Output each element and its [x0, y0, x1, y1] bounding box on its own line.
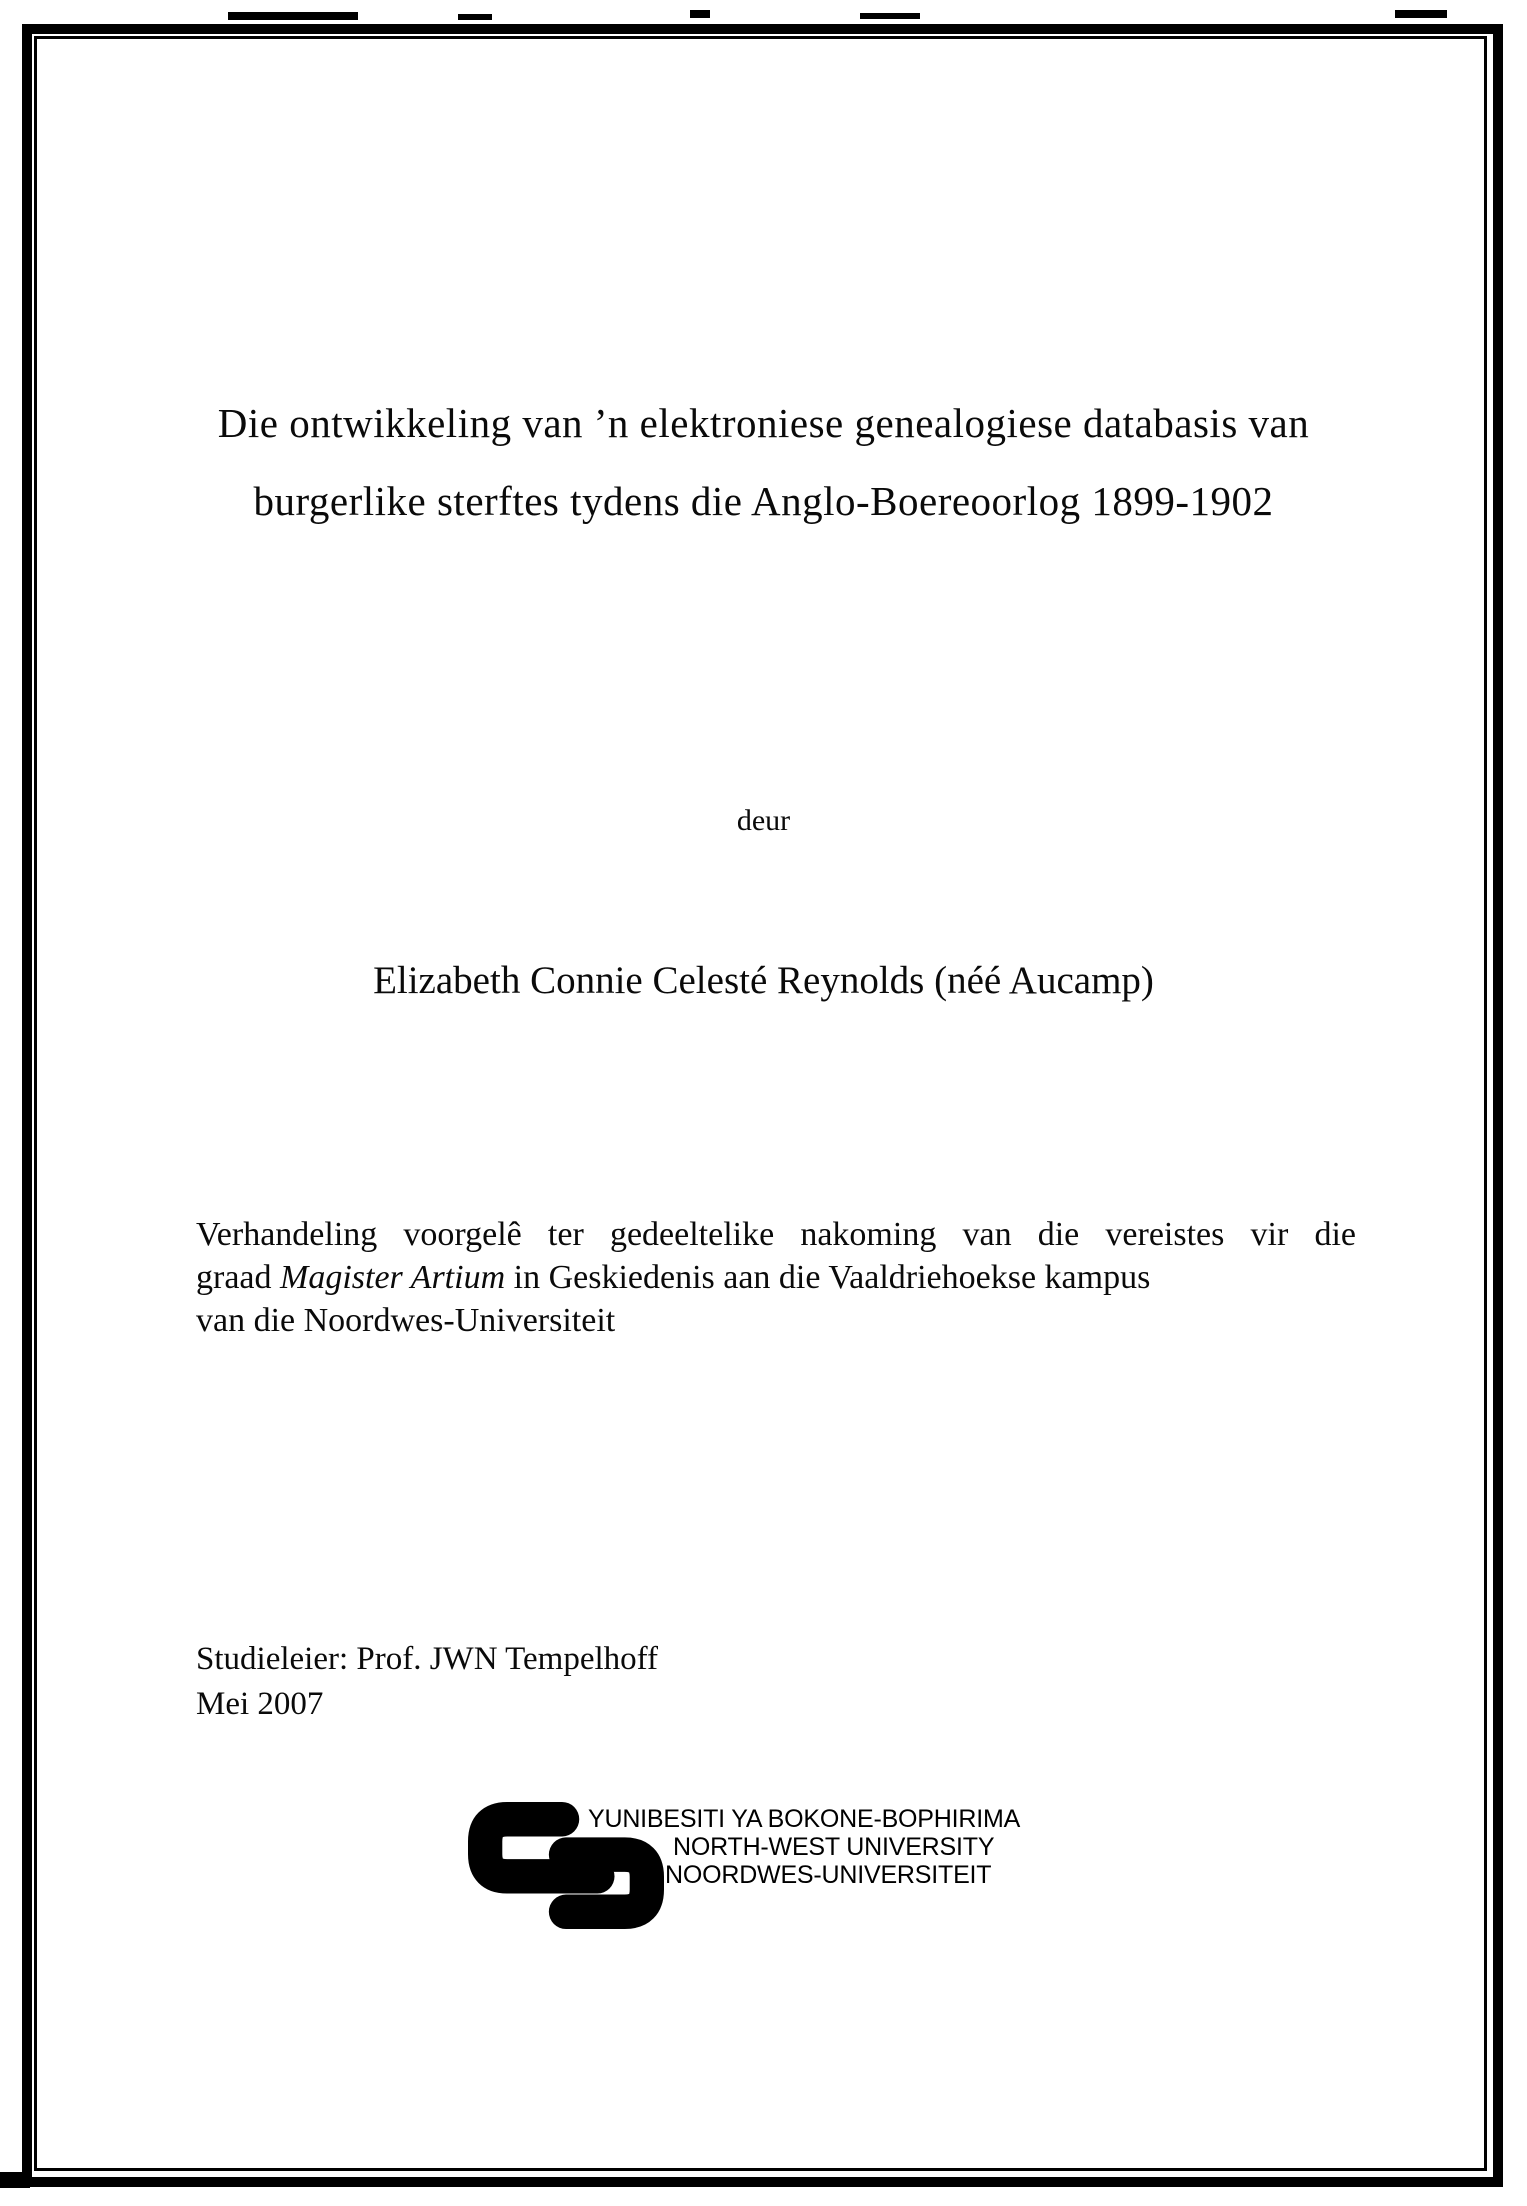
date-line: Mei 2007 [196, 1686, 324, 1722]
statement-line-1: Verhandeling voorgelê ter gedeeltelike nakoming van die vereistes vir die [196, 1216, 1356, 1253]
scan-artifact [690, 10, 710, 18]
logo-line-english: NORTH-WEST UNIVERSITY [673, 1833, 995, 1861]
logo-line-setswana: YUNIBESITI YA BOKONE-BOPHIRIMA [588, 1805, 1021, 1833]
scan-artifact [1395, 10, 1447, 18]
title-line-1: Die ontwikkeling van ’n elektroniese genealogiese databasis van [217, 400, 1310, 446]
statement-line-2-pre: graad [196, 1259, 281, 1296]
title-line-2: burgerlike sterftes tydens die Anglo-Boereoorlog 1899-1902 [253, 478, 1274, 524]
scan-artifact [228, 12, 358, 20]
statement-line-2 [196, 1256, 1356, 1299]
supervisor-block [196, 1637, 658, 1727]
supervisor-line: Studieleier: Prof. JWN Tempelhoff [196, 1641, 659, 1677]
statement-line-2-post: in Geskiedenis aan die Vaaldriehoekse kampus [505, 1259, 1151, 1296]
statement-degree-name: Magister Artium [280, 1259, 506, 1296]
scan-artifact [860, 13, 920, 19]
scan-artifact [458, 14, 492, 20]
logo-line-afrikaans: NOORDWES-UNIVERSITEIT [665, 1861, 992, 1889]
logo-wordmark [588, 1805, 1020, 1889]
university-logo [468, 1798, 1148, 1938]
degree-statement [196, 1213, 1356, 1342]
byline: deur [736, 804, 791, 837]
thesis-title [0, 384, 1527, 540]
statement-line-3: van die Noordwes-Universiteit [196, 1302, 616, 1339]
author-name: Elizabeth Connie Celesté Reynolds (néé Aucamp) [373, 959, 1154, 1002]
